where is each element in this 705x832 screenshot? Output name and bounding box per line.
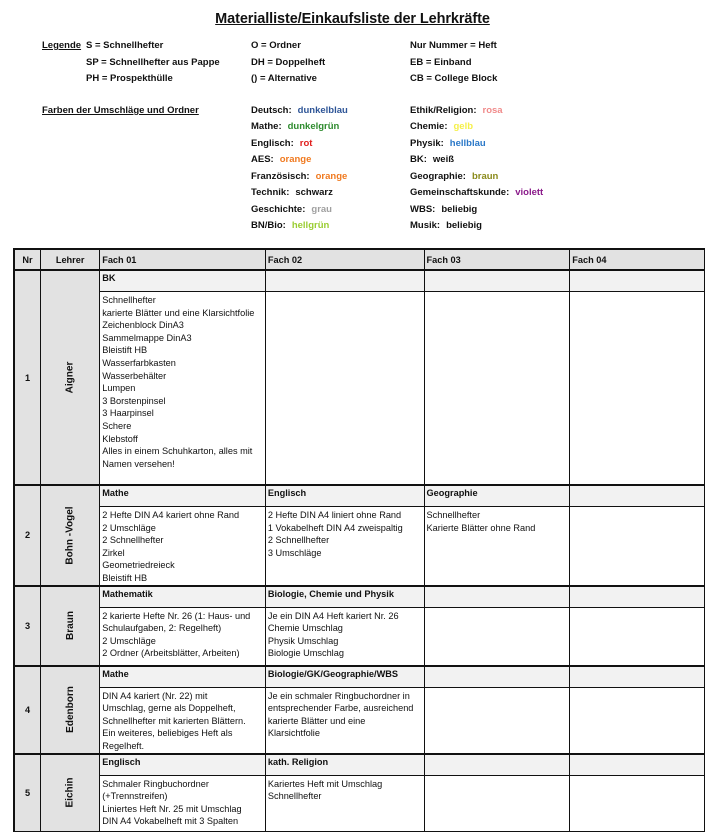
material-item: 3 Umschläge <box>267 547 322 558</box>
teacher-subject-row <box>14 586 705 608</box>
materials-cell <box>424 607 570 666</box>
material-item: Karierte Blätter ohne Rand <box>426 522 536 533</box>
color-entry <box>251 204 332 215</box>
materials-cell <box>100 687 266 754</box>
teacher-cell <box>41 270 100 485</box>
teacher-cell <box>41 485 100 586</box>
row-number: 4 <box>14 666 41 754</box>
color-entry <box>251 220 329 231</box>
material-item: 2 Hefte DIN A4 kariert ohne Rand <box>102 510 240 520</box>
teacher-cell <box>41 586 100 666</box>
material-item: Chemie Umschlag <box>267 623 343 634</box>
materials-cell <box>424 292 570 486</box>
materials-cell <box>570 775 705 831</box>
color-subject: AES: <box>251 154 274 165</box>
colors-label: Farben der Umschläge und Ordner <box>42 105 199 116</box>
teacher-cell <box>41 666 100 754</box>
material-item: Schnellhefter mit karierten Blättern. <box>102 715 246 726</box>
material-item: Klebstoff <box>102 433 138 444</box>
legend-label: Legende <box>42 40 82 51</box>
material-item: karierte Blätter und eine <box>267 715 366 726</box>
header-nr: Nr <box>14 249 41 270</box>
color-entry <box>251 138 312 149</box>
subject-cell: Geographie <box>424 485 570 507</box>
material-item: Je ein schmaler Ringbuchordner in <box>267 690 410 701</box>
table-header-row <box>14 249 705 270</box>
color-value: hellgrün <box>291 220 330 231</box>
color-subject: Deutsch: <box>251 105 292 116</box>
materials-cell <box>265 507 424 586</box>
color-value: schwarz <box>295 187 333 198</box>
subject-cell <box>265 270 424 292</box>
color-subject: BK: <box>410 154 427 165</box>
color-subject: Ethik/Religion: <box>410 105 477 116</box>
material-item: Zeichenblock DinA3 <box>102 320 184 331</box>
color-subject: Chemie: <box>410 121 448 132</box>
color-subject: Technik: <box>251 187 290 198</box>
color-entry <box>410 138 486 149</box>
materials-cell <box>570 507 705 586</box>
color-subject: Geographie: <box>410 171 466 182</box>
material-item: Biologie Umschlag <box>267 648 344 659</box>
material-item: Wasserbehälter <box>102 370 167 381</box>
legend-item: PH = Prospekthülle <box>86 73 173 84</box>
material-item: 2 Ordner (Arbeitsblätter, Arbeiten) <box>102 648 240 659</box>
color-entry <box>410 187 543 198</box>
material-item: 2 Umschläge <box>102 635 156 646</box>
color-value: rot <box>299 138 313 149</box>
color-value: weiß <box>432 154 455 165</box>
teacher-subject-row <box>14 270 705 292</box>
teacher-cell <box>41 754 100 832</box>
material-item: Je ein DIN A4 Heft kariert Nr. 26 <box>267 610 399 621</box>
legend-item: () = Alternative <box>251 73 317 84</box>
materials-cell <box>424 687 570 754</box>
subject-cell: kath. Religion <box>265 754 424 776</box>
color-value: violett <box>515 187 544 198</box>
color-entry <box>251 154 311 165</box>
subject-cell: Biologie/GK/Geographie/WBS <box>265 666 424 688</box>
material-item: Kariertes Heft mit Umschlag <box>267 778 383 789</box>
subject-cell <box>424 586 570 608</box>
color-value: dunkelgrün <box>287 121 340 132</box>
teacher-name: Eichin <box>64 777 76 808</box>
color-value: orange <box>315 171 348 182</box>
material-item: Schulaufgaben, 2: Regelheft) <box>102 623 222 634</box>
material-item: Geometriedreieck <box>102 560 175 571</box>
material-item: DIN A4 kariert (Nr. 22) mit <box>102 690 208 701</box>
material-item: 2 Schnellhefter <box>267 535 330 546</box>
color-entry <box>251 187 333 198</box>
material-item: 2 Schnellhefter <box>102 535 164 546</box>
subject-cell: Mathe <box>100 666 266 688</box>
subject-cell <box>570 666 705 688</box>
materials-row <box>14 292 705 486</box>
material-item: Schnellhefter <box>102 295 156 305</box>
teacher-name: Bohn -Vogel <box>64 506 76 565</box>
color-subject: Geschichte: <box>251 204 306 215</box>
material-item: Alles in einem Schuhkarton, alles mit <box>102 446 253 457</box>
material-item: Wasserfarbkasten <box>102 357 176 368</box>
header-fach-04: Fach 04 <box>570 249 705 270</box>
materials-cell <box>265 775 424 831</box>
material-item: 2 Hefte DIN A4 liniert ohne Rand <box>267 510 402 520</box>
materials-row <box>14 507 705 586</box>
subject-cell: Biologie, Chemie und Physik <box>265 586 424 608</box>
materials-cell <box>265 292 424 486</box>
materials-cell <box>570 292 705 486</box>
materials-row <box>14 775 705 831</box>
material-item: 2 Umschläge <box>102 522 156 533</box>
subject-cell <box>570 270 705 292</box>
teacher-name: Edenborn <box>64 686 76 733</box>
materials-row <box>14 607 705 666</box>
color-value: grau <box>311 204 332 215</box>
materials-cell <box>424 507 570 586</box>
color-entry <box>410 105 503 116</box>
color-entry <box>410 204 477 215</box>
subject-cell <box>424 754 570 776</box>
row-number: 5 <box>14 754 41 832</box>
material-item: Sammelmappe DinA3 <box>102 332 192 343</box>
row-number: 1 <box>14 270 41 485</box>
color-value: beliebig <box>446 220 482 231</box>
color-subject: Englisch: <box>251 138 294 149</box>
color-subject: Französisch: <box>251 171 310 182</box>
material-item: 3 Borstenpinsel <box>102 395 166 406</box>
header-fach-01: Fach 01 <box>100 249 266 270</box>
teacher-subject-row <box>14 666 705 688</box>
color-entry <box>251 121 339 132</box>
subject-cell <box>424 270 570 292</box>
material-item: 2 karierte Hefte Nr. 26 (1: Haus- und <box>102 610 251 621</box>
materials-table <box>13 248 705 832</box>
material-item: Physik Umschlag <box>267 635 339 646</box>
materials-cell <box>265 607 424 666</box>
materials-cell <box>100 507 266 586</box>
material-item: Bleistift HB <box>102 345 148 356</box>
material-item: Namen versehen! <box>102 458 175 469</box>
color-subject: Gemeinschaftskunde: <box>410 187 510 198</box>
materials-cell <box>570 607 705 666</box>
material-item: Regelheft. <box>102 740 145 751</box>
color-value: braun <box>471 171 499 182</box>
color-subject: BN/Bio: <box>251 220 286 231</box>
color-entry <box>251 105 348 116</box>
material-item: Zirkel <box>102 547 125 558</box>
teacher-subject-row <box>14 485 705 507</box>
material-item: Ein weiteres, beliebiges Heft als <box>102 728 233 739</box>
material-item: Schere <box>102 420 132 431</box>
color-subject: Physik: <box>410 138 444 149</box>
row-number: 3 <box>14 586 41 666</box>
material-item: (+Trennstreifen) <box>102 791 168 802</box>
materials-cell <box>100 607 266 666</box>
header-lehrer: Lehrer <box>41 249 100 270</box>
material-item: Lumpen <box>102 383 136 394</box>
color-value: orange <box>279 154 312 165</box>
materials-row <box>14 687 705 754</box>
subject-cell <box>570 754 705 776</box>
header-fach-02: Fach 02 <box>265 249 424 270</box>
subject-cell <box>424 666 570 688</box>
material-item: Umschlag, gerne als Doppelheft, <box>102 703 236 714</box>
color-value: dunkelblau <box>297 105 348 116</box>
color-entry <box>251 171 347 182</box>
legend-item: Nur Nummer = Heft <box>410 40 497 51</box>
material-item: Bleistift HB <box>102 572 148 583</box>
color-subject: Mathe: <box>251 121 282 132</box>
header-fach-03: Fach 03 <box>424 249 570 270</box>
material-item: Klarsichtfolie <box>267 728 320 739</box>
legend-item: SP = Schnellhefter aus Pappe <box>86 57 220 68</box>
material-item: DIN A4 Vokabelheft mit 3 Spalten <box>102 816 239 827</box>
subject-cell <box>570 586 705 608</box>
legend-item: O = Ordner <box>251 40 301 51</box>
materials-cell <box>570 687 705 754</box>
material-item: Liniertes Heft Nr. 25 mit Umschlag <box>102 803 242 814</box>
color-entry <box>410 171 498 182</box>
materials-cell <box>100 292 266 486</box>
color-value: gelb <box>453 121 474 132</box>
material-item: 1 Vokabelheft DIN A4 zweispaltig <box>267 522 403 533</box>
color-value: beliebig <box>441 204 478 215</box>
legend-item: EB = Einband <box>410 57 472 68</box>
legend-item: S = Schnellhefter <box>86 40 164 51</box>
teacher-name: Braun <box>64 611 76 641</box>
color-entry <box>410 154 454 165</box>
material-item: 3 Haarpinsel <box>102 408 154 419</box>
color-subject: Musik: <box>410 220 441 231</box>
material-item: karierte Blätter und eine Klarsichtfolie <box>102 307 255 318</box>
document-title: Materialliste/Einkaufsliste der Lehrkräfte <box>215 11 490 27</box>
color-entry <box>410 220 482 231</box>
row-number: 2 <box>14 485 41 586</box>
color-entry <box>410 121 473 132</box>
subject-cell: Mathe <box>100 485 266 507</box>
materials-cell <box>424 775 570 831</box>
subject-cell: Englisch <box>265 485 424 507</box>
materials-cell <box>100 775 266 831</box>
material-item: Schnellhefter <box>267 791 322 802</box>
material-item: Schnellhefter <box>426 510 481 520</box>
color-value: rosa <box>482 105 503 116</box>
teacher-subject-row <box>14 754 705 776</box>
legend-item: DH = Doppelheft <box>251 57 326 68</box>
legend-item: CB = College Block <box>410 73 498 84</box>
subject-cell: BK <box>100 270 266 292</box>
color-subject: WBS: <box>410 204 436 215</box>
subject-cell <box>570 485 705 507</box>
color-value: hellblau <box>449 138 486 149</box>
subject-cell: Englisch <box>100 754 266 776</box>
materials-cell <box>265 687 424 754</box>
subject-cell: Mathematik <box>100 586 266 608</box>
teacher-name: Aigner <box>64 361 76 394</box>
material-item: Schmaler Ringbuchordner <box>102 778 209 789</box>
material-item: entsprechender Farbe, ausreichend <box>267 703 414 714</box>
